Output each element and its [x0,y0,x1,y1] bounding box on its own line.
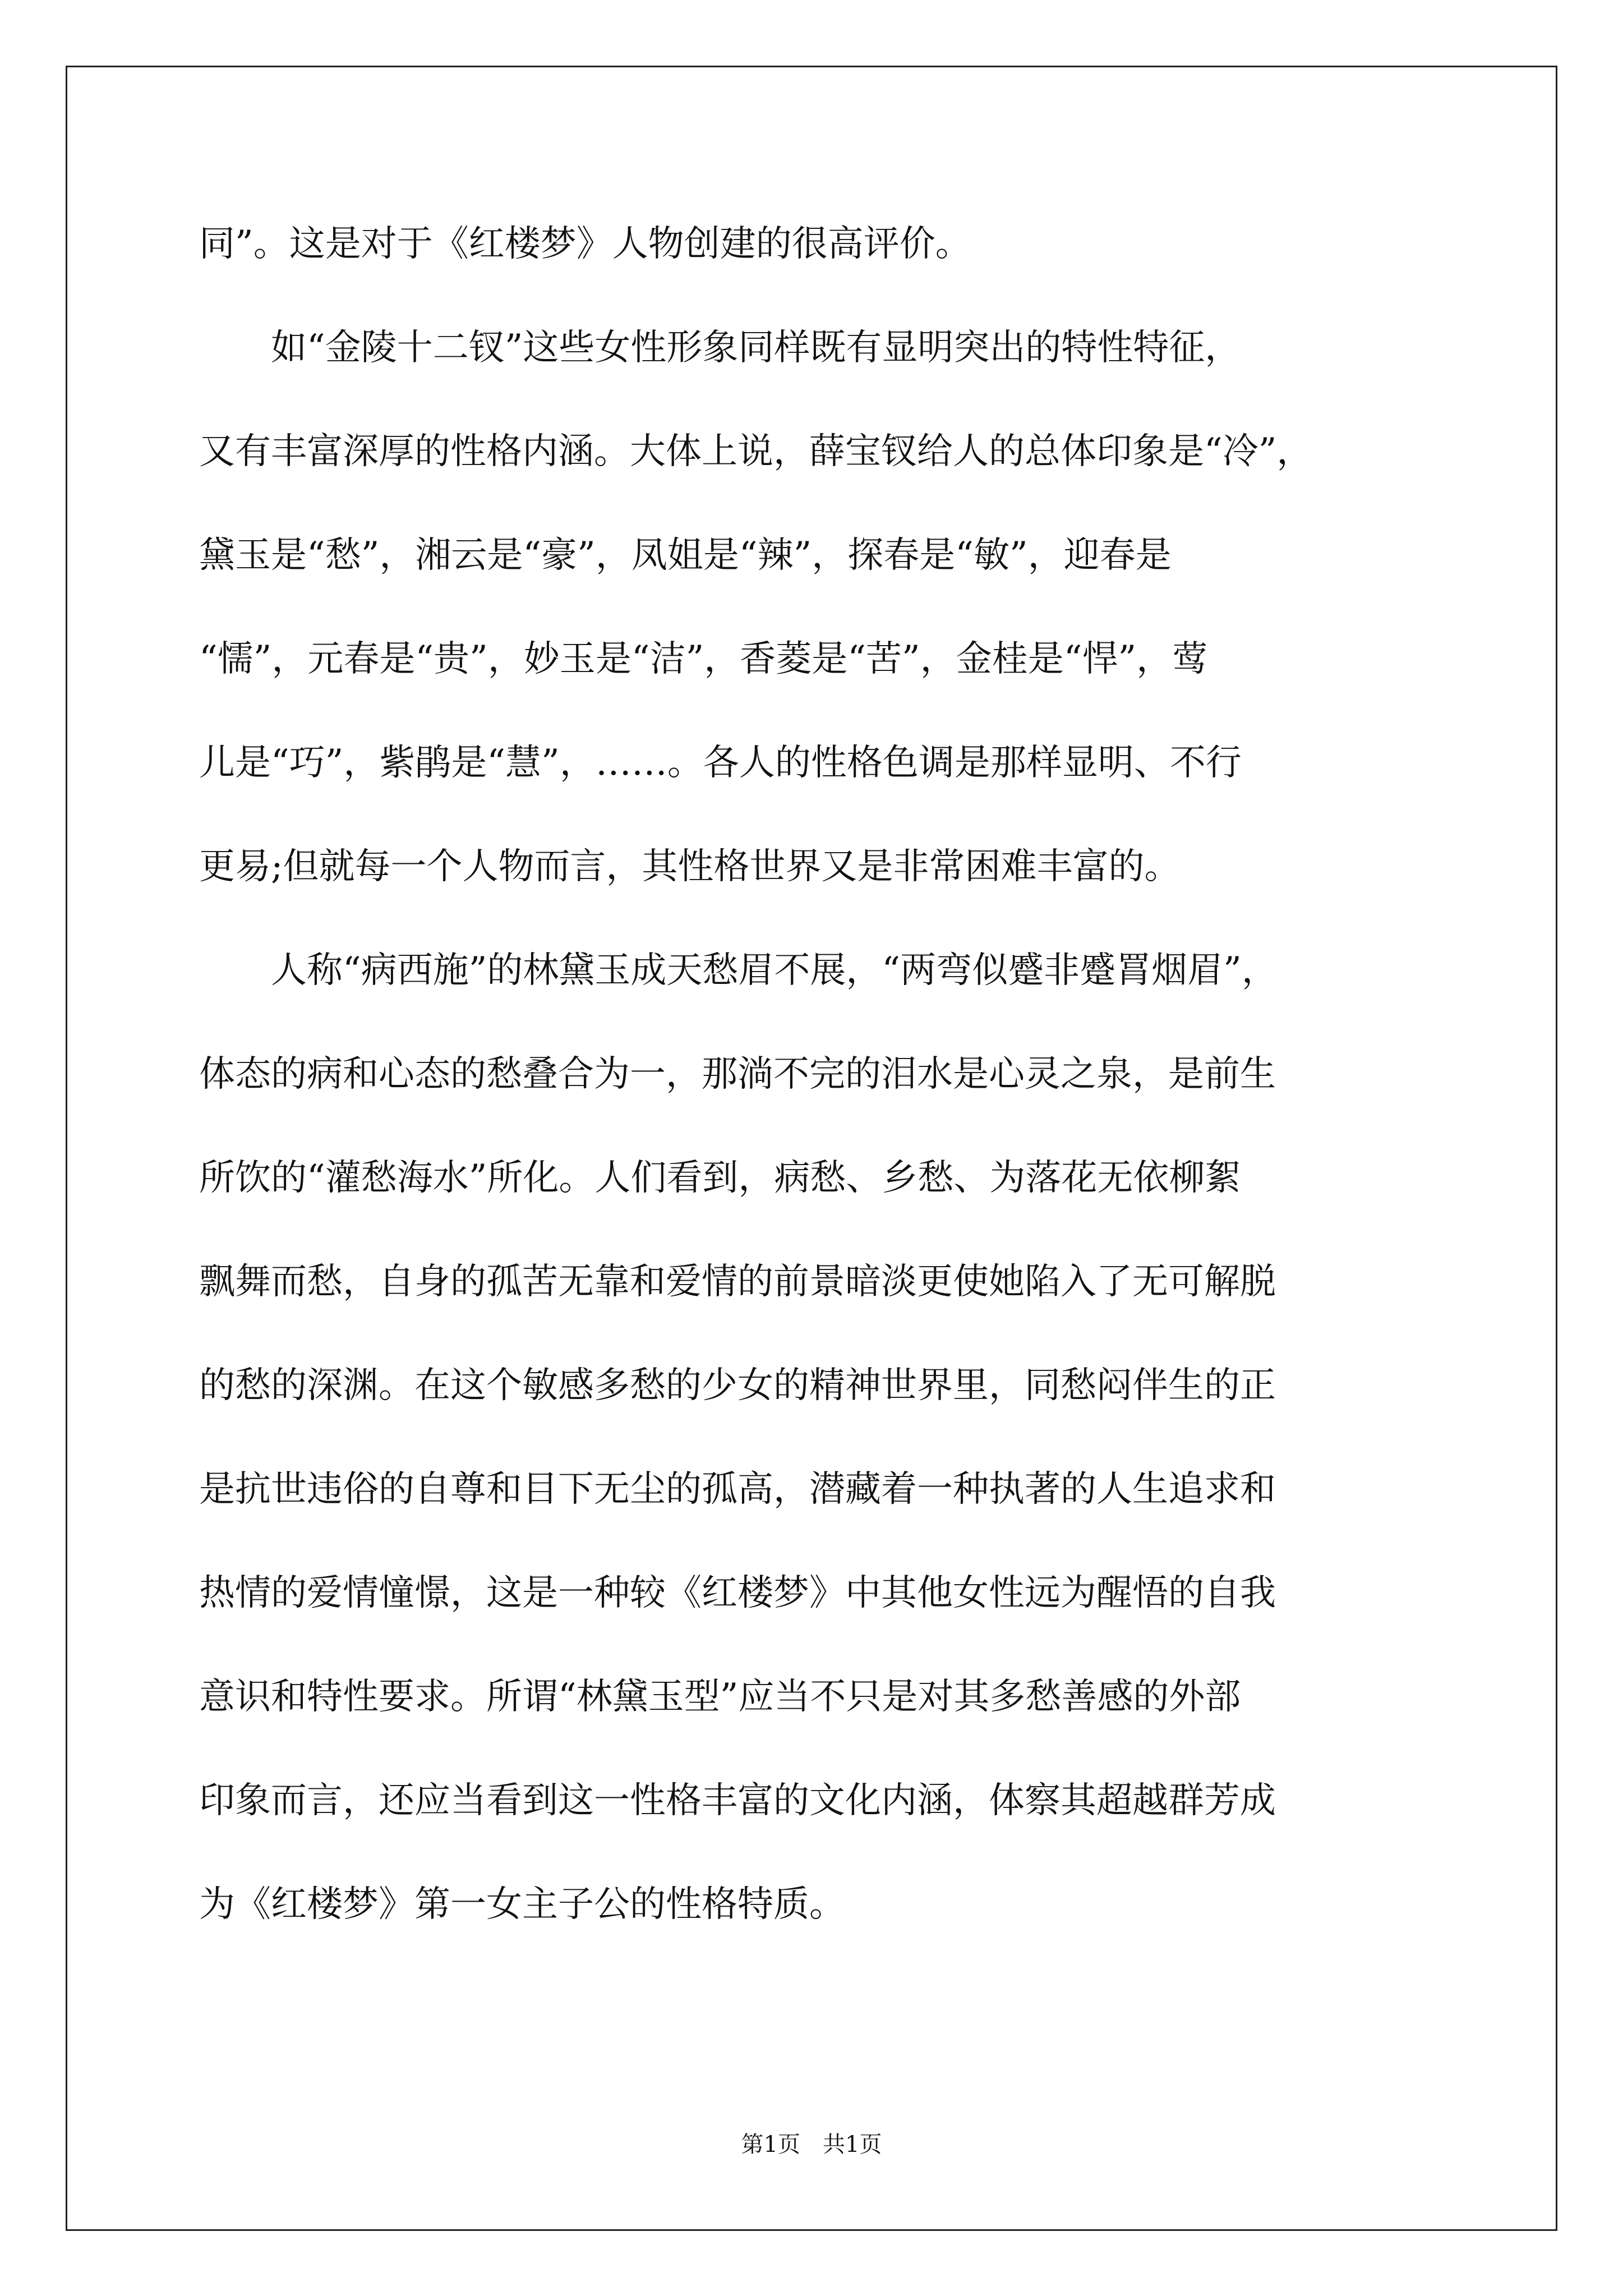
text-line: 体态的病和心态的愁叠合为一，那淌不完的泪水是心灵之泉，是前生 [199,1053,1276,1095]
text-line: 飘舞而愁，自身的孤苦无靠和爱情的前景暗淡更使她陷入了无可解脱 [199,1261,1276,1303]
text-line: 又有丰富深厚的性格内涵。大体上说，薛宝钗给人的总体印象是“冷”， [199,431,1313,472]
text-line: 人称“病西施”的林黛玉成天愁眉不展，“两弯似蹙非蹙罥烟眉”， [199,950,1278,991]
text-line: 同”。这是对于《红楼梦》人物创建的很高评价。 [199,223,971,265]
text-line: “懦”，元春是“贵”，妙玉是“洁”，香菱是“苦”，金桂是“悍”，莺 [199,638,1209,680]
text-line: 印象而言，还应当看到这一性格丰富的文化内涵，体察其超越群芳成 [199,1780,1276,1821]
text-line: 热情的爱情憧憬，这是一种较《红楼梦》中其他女性远为醒悟的自我 [199,1572,1276,1614]
text-line: 为《红楼梦》第一女主子公的性格特质。 [199,1884,845,1925]
text-line: 意识和特性要求。所谓“林黛玉型”应当不只是对其多愁善感的外部 [199,1676,1241,1718]
text-line: 黛玉是“愁”，湘云是“豪”，凤姐是“辣”，探春是“敏”，迎春是 [199,535,1172,576]
page-number-footer: 第1页 共1页 [741,2132,882,2157]
text-line: 儿是“巧”，紫鹃是“慧”，……。各人的性格色调是那样显明、不行 [199,742,1242,784]
text-line: 是抗世违俗的自尊和目下无尘的孤高，潜藏着一种执著的人生追求和 [199,1469,1276,1510]
text-line: 如“金陵十二钗”这些女性形象同样既有显明突出的特性特征， [199,327,1241,369]
text-line: 更易;但就每一个人物而言，其性格世界又是非常困难丰富的。 [199,846,1181,887]
text-line: 的愁的深渊。在这个敏感多愁的少女的精神世界里，同愁闷伴生的正 [199,1365,1276,1406]
text-line: 所饮的“灌愁海水”所化。人们看到，病愁、乡愁、为落花无依柳絮 [199,1157,1241,1199]
